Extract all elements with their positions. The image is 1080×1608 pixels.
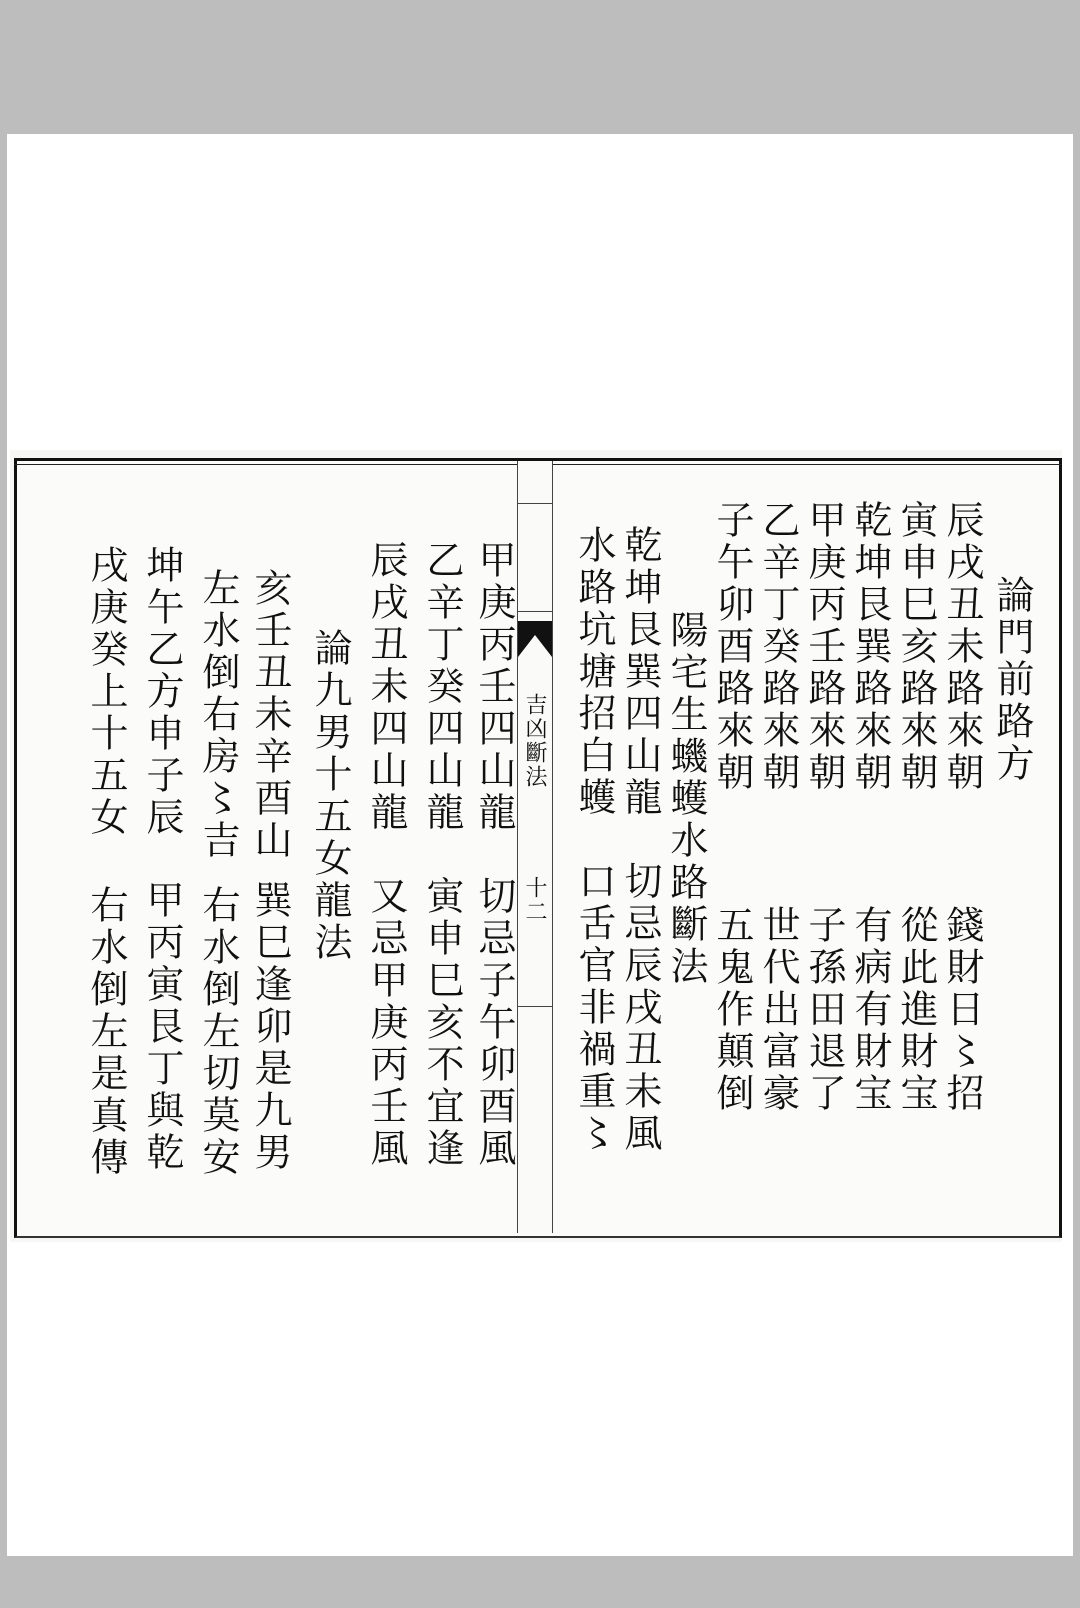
left-col-1: 甲庚丙壬四山龍 切忌子午卯酉風 [472, 540, 516, 1170]
right-upper-col-2: 寅申巳亥路來朝 [894, 500, 938, 794]
left-lower-col-3: 甲丙寅艮丁與乾 [140, 880, 184, 1174]
gutter-page-number: 十二 [522, 876, 547, 924]
left-upper-col-4: 戌庚癸上十五女 [84, 545, 128, 839]
left-upper-col-2: 左水倒右房〻吉 [196, 568, 240, 862]
right-heading: 論門前路方 [990, 575, 1034, 785]
gutter-rule [518, 611, 552, 612]
gutter-rule [518, 503, 552, 504]
center-gutter [517, 461, 553, 1233]
right-upper-col-4: 甲庚丙壬路來朝 [802, 500, 846, 794]
right-section2-col-1: 乾坤艮巽四山龍 切忌辰戌丑未風 [618, 525, 662, 1155]
right-upper-col-1: 辰戌丑未路來朝 [940, 500, 984, 794]
left-section-heading: 論九男十五女龍法 [308, 628, 352, 964]
right-upper-col-6: 子午卯酉路來朝 [710, 500, 754, 794]
left-upper-col-3: 坤午乙方申子辰 [140, 545, 184, 839]
right-lower-col-4: 子孫田退了 [802, 905, 846, 1115]
right-section2-heading: 陽宅生蟣蠖水路斷法 [664, 610, 708, 988]
left-lower-col-2: 右水倒左切莫安 [196, 885, 240, 1179]
right-upper-col-5: 乙辛丁癸路來朝 [756, 500, 800, 794]
left-col-3: 辰戌丑未四山龍 又忌甲庚丙壬風 [364, 540, 408, 1170]
gutter-title: 吉凶斷法 [522, 693, 547, 789]
left-upper-col-1: 亥壬丑未辛酉山 [248, 568, 292, 862]
viewer-top-margin [0, 0, 1080, 134]
right-section2-col-2: 水路坑塘招白蠖 口舌官非禍重〻 [572, 525, 616, 1155]
fishtail-mark-icon [518, 621, 552, 661]
left-lower-col-1: 巽巳逢卯是九男 [248, 880, 292, 1174]
left-col-2: 乙辛丁癸四山龍 寅申巳亥不宜逢 [420, 540, 464, 1170]
right-upper-col-3: 乾坤艮巽路來朝 [848, 500, 892, 794]
right-lower-col-1: 錢財日〻招 [940, 905, 984, 1115]
left-lower-col-4: 右水倒左是真傳 [84, 885, 128, 1179]
right-lower-col-6: 五鬼作顛倒 [710, 905, 754, 1115]
right-lower-col-3: 有病有財宝 [848, 905, 892, 1115]
gutter-rule [518, 1006, 552, 1007]
viewer-bottom-margin [0, 1556, 1080, 1608]
right-lower-col-2: 從此進財宝 [894, 905, 938, 1115]
right-lower-col-5: 世代出富豪 [756, 905, 800, 1115]
